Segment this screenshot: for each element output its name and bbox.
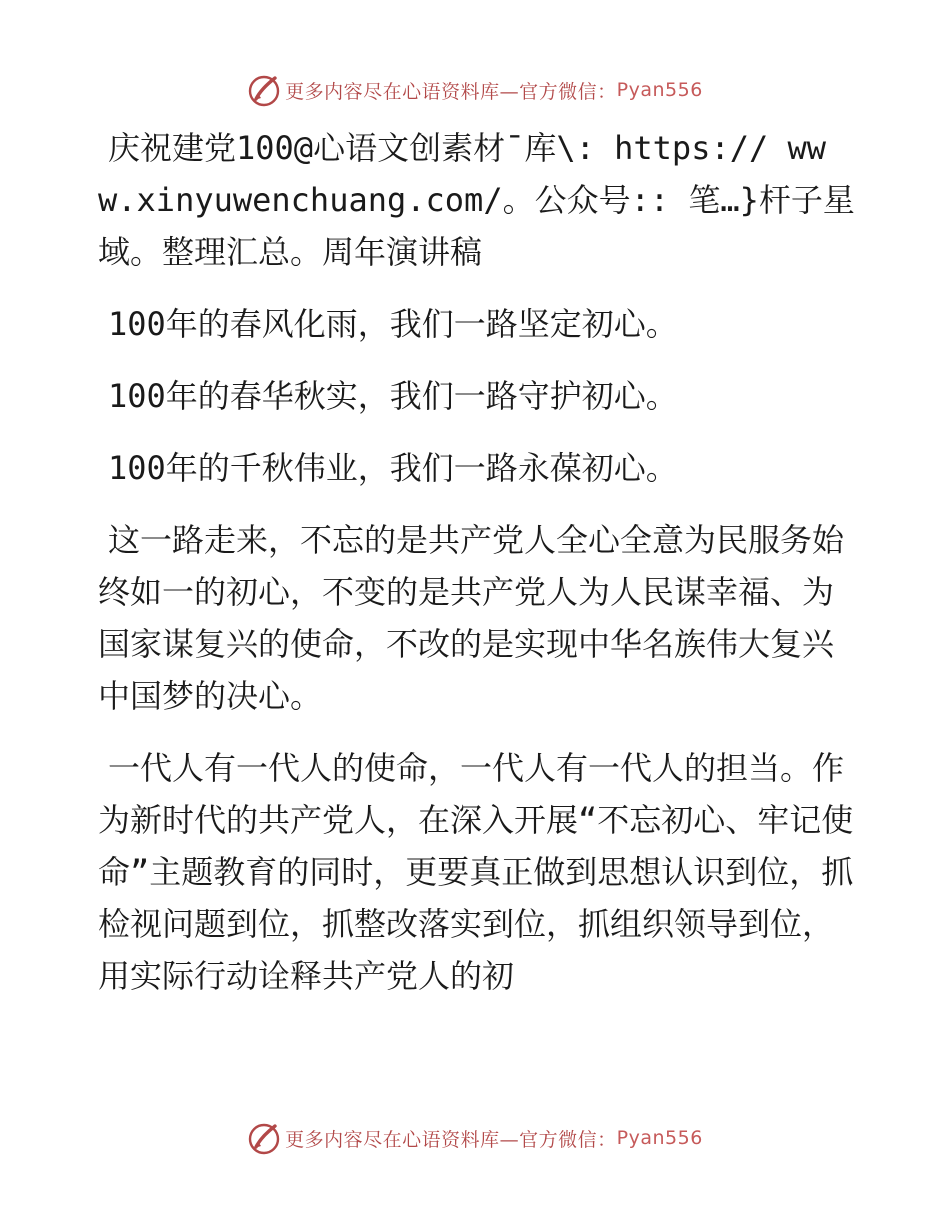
header-wechat-id: Pyan556 [616,79,703,101]
document-body [98,122,858,1002]
paragraph-title: 庆祝建党100@心语文创素材¯库\: https:// www.xinyuwenchuang.com/。公众号:: 笔…}杆子星域。整理汇总。周年演讲稿 [98,129,855,271]
paragraph-5: 一代人有一代人的使命，一代人有一代人的担当。作为新时代的共产党人，在深入开展“不忘初心、牢记使命”主题教育的同时，更要真正做到思想认识到位，抓检视问题到位，抓整改落实到位，抓组织领导到位，用实际行动诠释共产党人的初 [98,749,854,995]
paragraph-3: 100年的千秋伟业，我们一路永葆初心。 [108,449,678,487]
paragraph-4: 这一路走来，不忘的是共产党人全心全意为民服务始终如一的初心，不变的是共产党人为人民谋幸福、为国家谋复兴的使命，不改的是实现中华名族伟大复兴中国梦的决心。 [98,521,845,715]
paragraph-1: 100年的春风化雨，我们一路坚定初心。 [108,305,678,343]
header-banner [0,70,950,110]
header-slogan: 更多内容尽在心语资料库—官方微信： [285,80,617,103]
brush-logo-icon [247,73,281,107]
footer-banner [0,1118,950,1158]
paragraph-2: 100年的春华秋实，我们一路守护初心。 [108,377,678,415]
footer-wechat-id: Pyan556 [616,1127,703,1149]
footer-slogan: 更多内容尽在心语资料库—官方微信： [285,1128,617,1151]
brush-logo-icon [247,1121,281,1155]
